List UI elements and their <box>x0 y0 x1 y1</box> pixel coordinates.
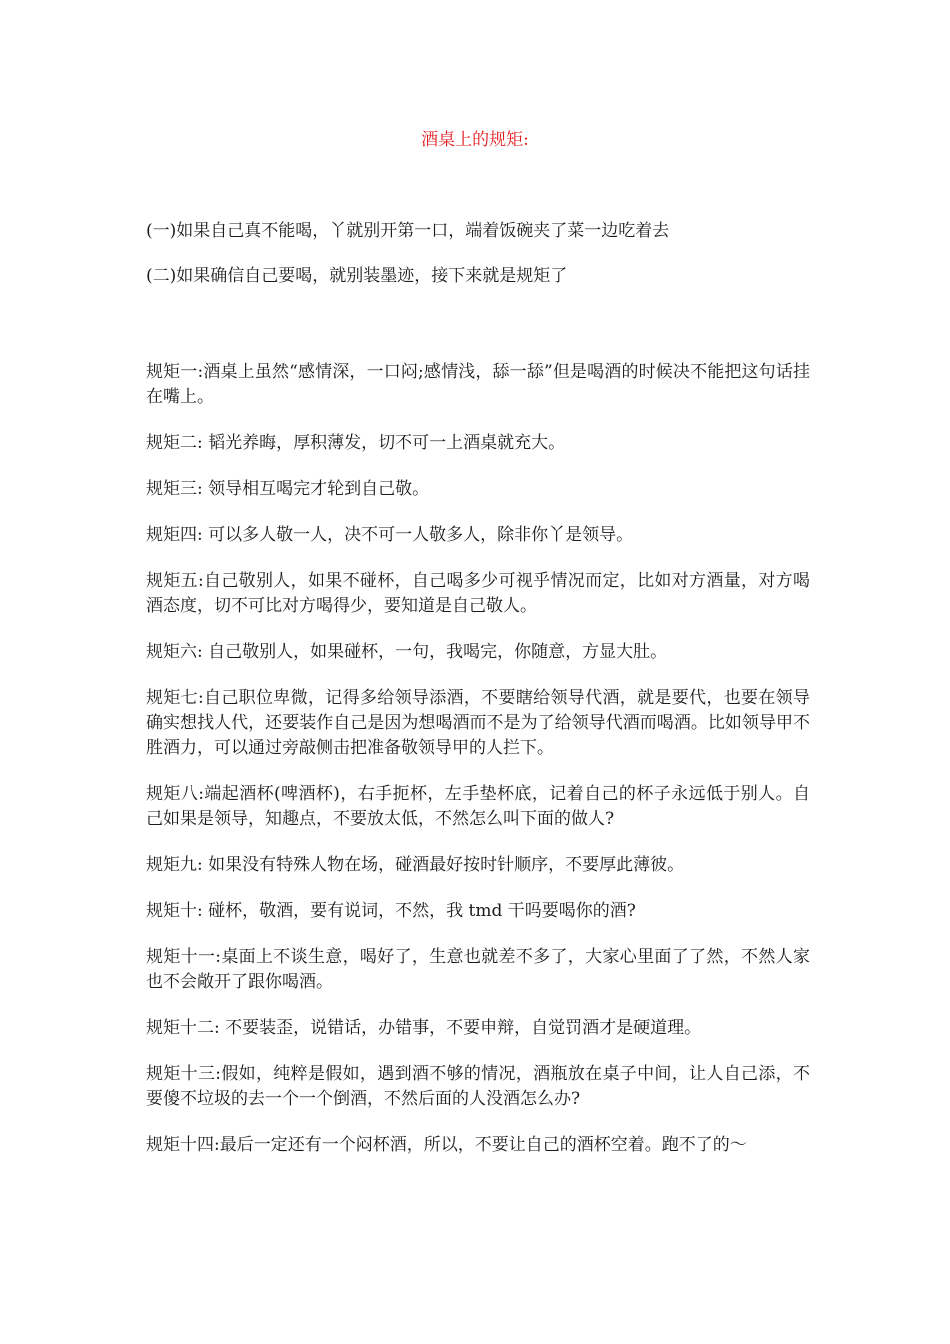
intro-section <box>146 219 811 309</box>
intro-paragraph: (一)如果自己真不能喝，丫就别开第一口，端着饭碗夹了菜一边吃着去 <box>146 221 670 241</box>
rule-paragraph: 规矩二: 韬光养晦，厚积薄发，切不可一上酒桌就充大。 <box>146 433 566 453</box>
intro-paragraph: (二)如果确信自己要喝，就别装墨迹，接下来就是规矩了 <box>146 266 568 286</box>
rule-paragraph: 规矩一:酒桌上虽然“感情深，一口闷;感情浅，舔一舔”但是喝酒的时候决不能把这句话挂在嘴上。 <box>146 362 810 407</box>
rule-paragraph: 规矩八:端起酒杯(啤酒杯)，右手扼杯，左手垫杯底，记着自己的杯子永远低于别人。自己如果是领导，知趣点，不要放太低，不然怎么叫下面的做人? <box>146 784 810 829</box>
rule-paragraph: 规矩七:自己职位卑微，记得多给领导添酒，不要瞎给领导代酒，就是要代，也要在领导确实想找人代，还要装作自己是因为想喝酒而不是为了给领导代酒而喝酒。比如领导甲不胜酒力，可以通过旁敲侧击把准备敬领导甲的人拦下。 <box>146 688 810 758</box>
rule-paragraph: 规矩五:自己敬别人，如果不碰杯，自己喝多少可视乎情况而定，比如对方酒量，对方喝酒态度，切不可比对方喝得少，要知道是自己敬人。 <box>146 571 810 616</box>
document-title: 酒桌上的规矩: <box>421 130 529 150</box>
rule-paragraph: 规矩四: 可以多人敬一人，决不可一人敬多人，除非你丫是领导。 <box>146 525 634 545</box>
rule-paragraph: 规矩十二: 不要装歪，说错话，办错事，不要申辩，自觉罚酒才是硬道理。 <box>146 1018 702 1038</box>
rule-paragraph: 规矩十四:最后一定还有一个闷杯酒，所以，不要让自己的酒杯空着。跑不了的～ <box>146 1135 747 1155</box>
rule-paragraph: 规矩十: 碰杯，敬酒，要有说词，不然，我 tmd 干吗要喝你的酒? <box>146 901 636 921</box>
rule-paragraph: 规矩十一:桌面上不谈生意，喝好了，生意也就差不多了，大家心里面了了然，不然人家也不会敞开了跟你喝酒。 <box>146 947 810 992</box>
rule-paragraph: 规矩九: 如果没有特殊人物在场，碰酒最好按时针顺序，不要厚此薄彼。 <box>146 855 685 875</box>
rule-paragraph: 规矩三: 领导相互喝完才轮到自己敬。 <box>146 479 430 499</box>
rules-section <box>146 360 810 1179</box>
rule-paragraph: 规矩十三:假如，纯粹是假如，遇到酒不够的情况，酒瓶放在桌子中间，让人自己添，不要傻不垃圾的去一个一个倒酒，不然后面的人没酒怎么办? <box>146 1064 810 1109</box>
rule-paragraph: 规矩六: 自己敬别人，如果碰杯，一句，我喝完，你随意，方显大肚。 <box>146 642 668 662</box>
